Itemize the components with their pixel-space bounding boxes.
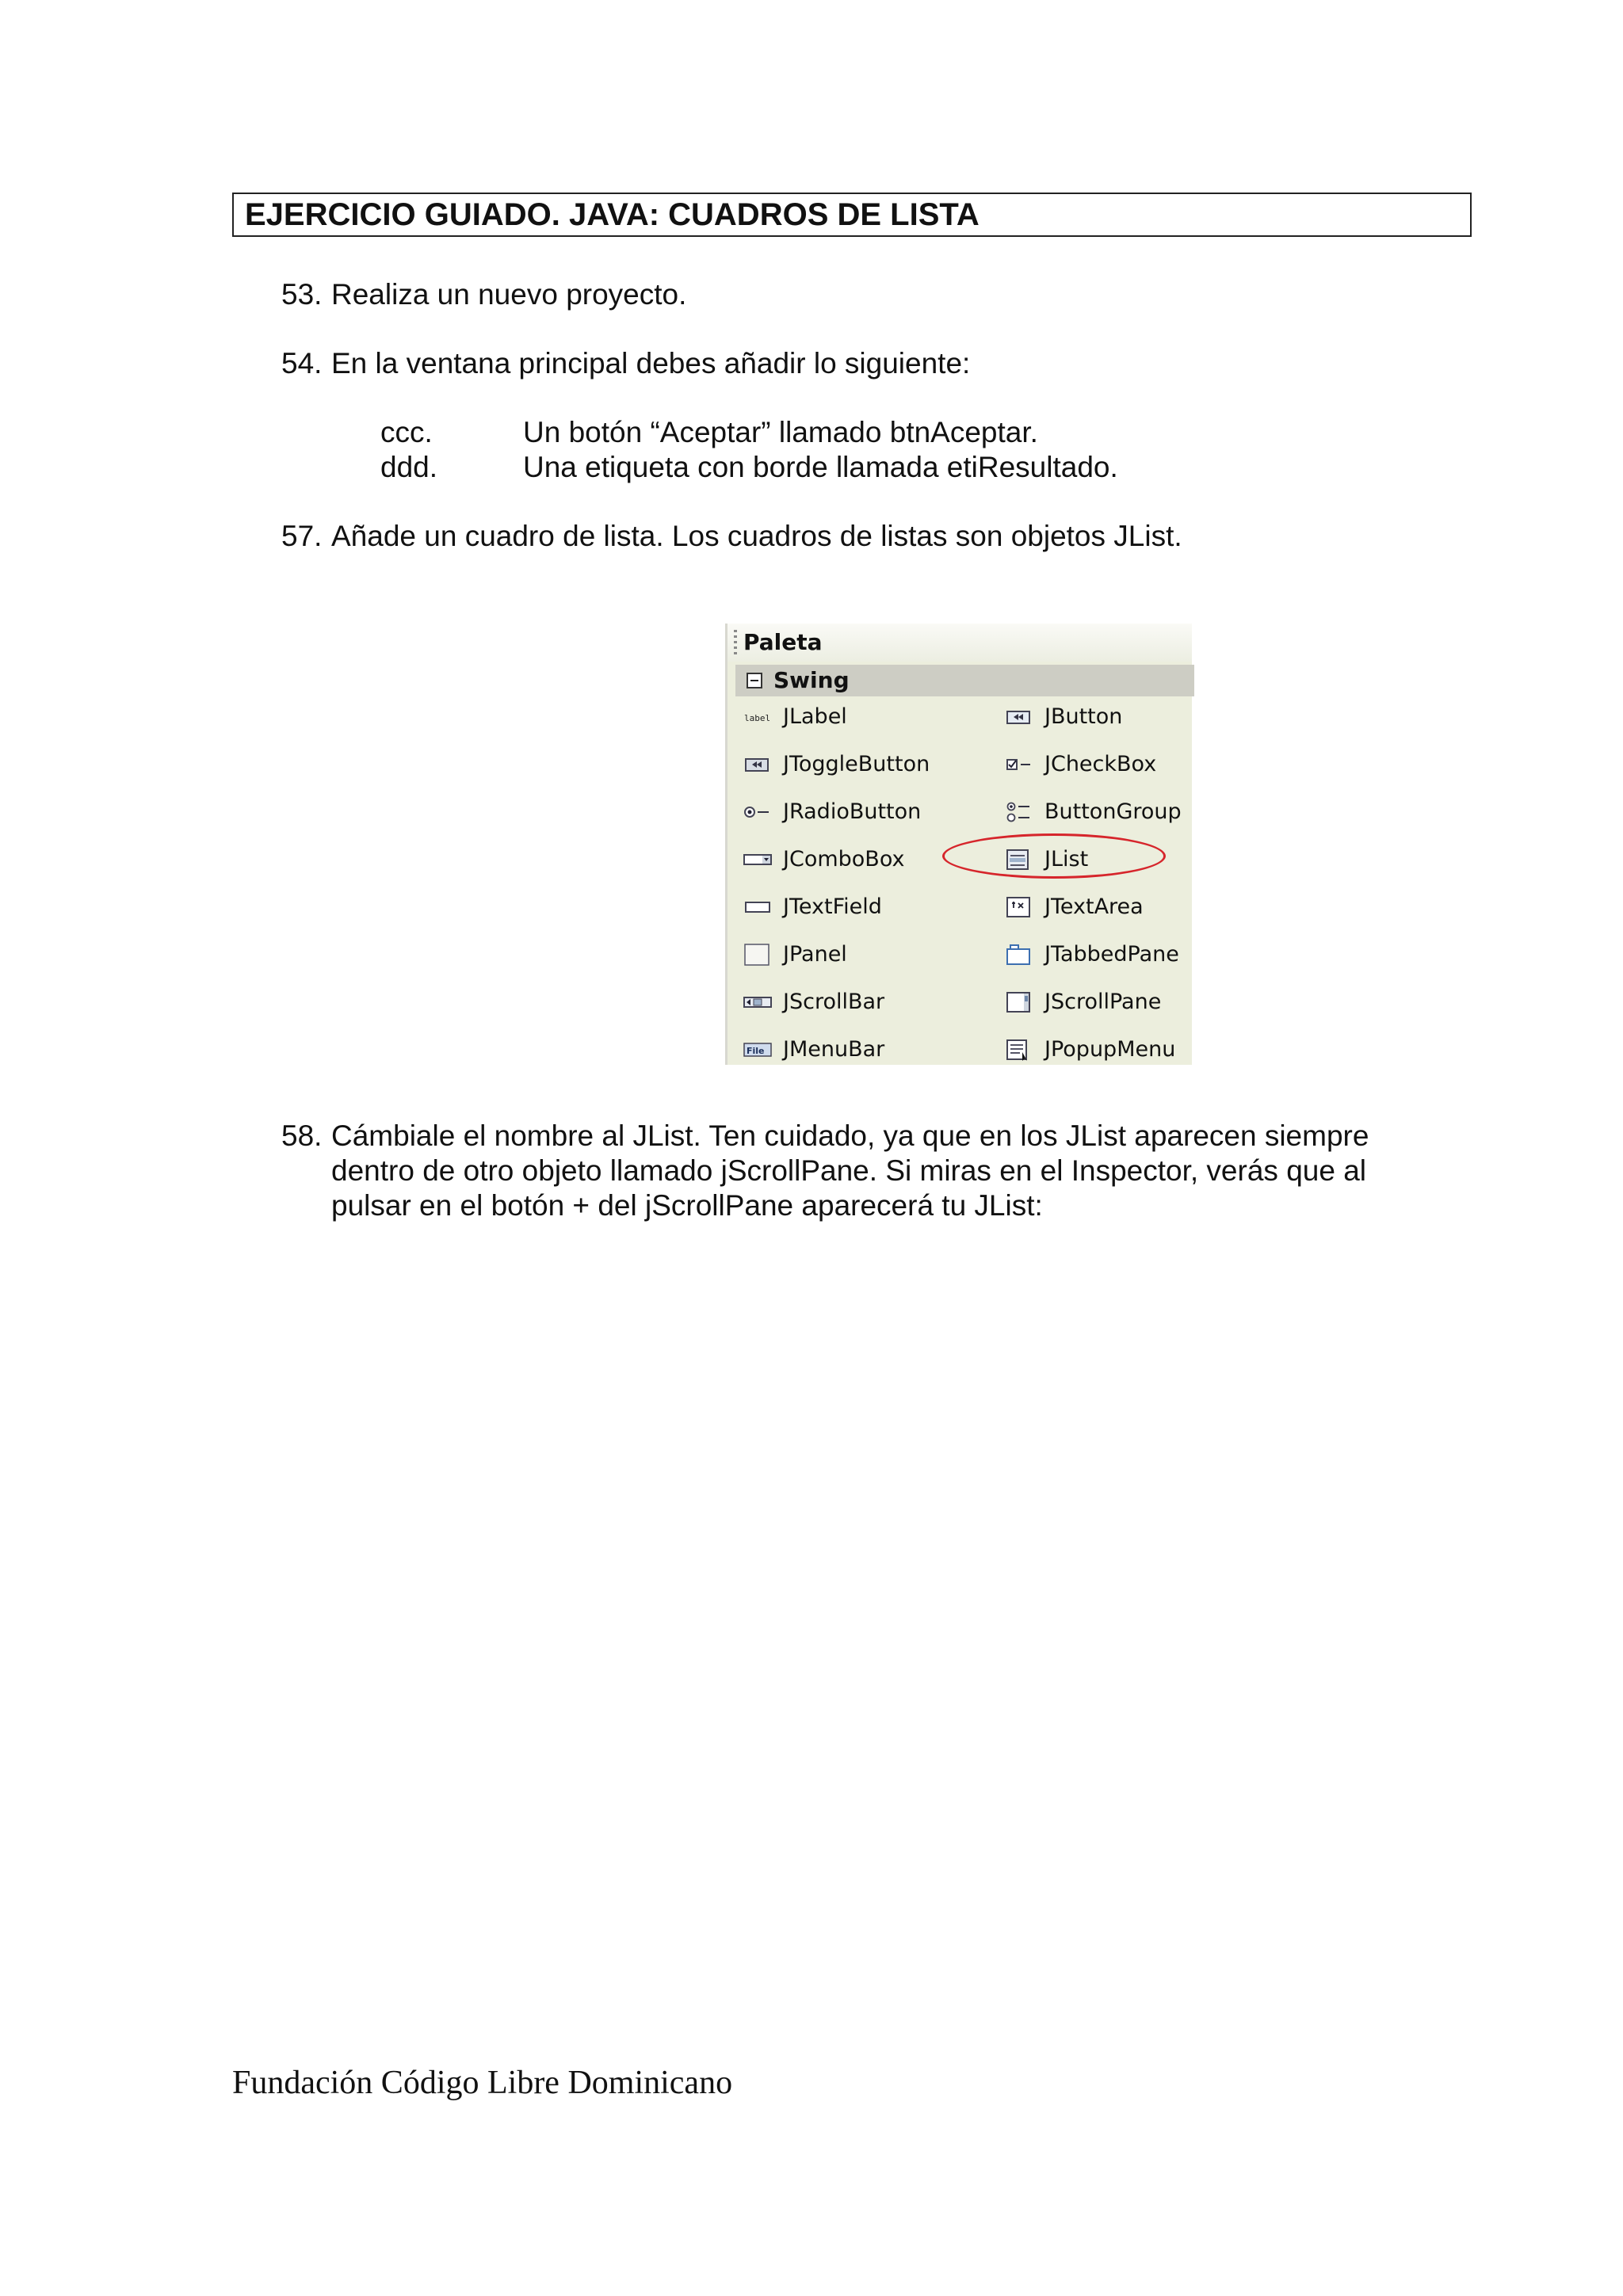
palette-item-label: JButton [1044, 704, 1123, 729]
step-number: 57. [281, 520, 323, 552]
step-text: En la ventana principal debes añadir lo siguiente: [331, 347, 971, 379]
palette-item-label: JRadioButton [783, 799, 922, 824]
step-text-line-2: dentro de otro objeto llamado jScrollPane. Si miras en el Inspector, verás que al [331, 1154, 1367, 1187]
checkbox-icon [1005, 753, 1033, 776]
button-icon [1005, 706, 1033, 728]
highlight-oval [942, 833, 1166, 879]
palette-item-label: JList [1044, 847, 1089, 871]
palette-group-swing[interactable] [735, 665, 1194, 696]
palette-item-label: JPopupMenu [1044, 1037, 1176, 1062]
step-text: Añade un cuadro de lista. Los cuadros de listas son objetos JList. [331, 520, 1182, 552]
combobox-icon [743, 849, 772, 871]
step-54 [281, 346, 1470, 381]
sub-item-label: ccc. [380, 416, 433, 448]
tabbed-pane-icon [1005, 944, 1033, 966]
step-text: Realiza un nuevo proyecto. [331, 278, 687, 311]
page-title: EJERCICIO GUIADO. JAVA: CUADROS DE LISTA [232, 193, 1472, 237]
palette-item-label: JTextArea [1044, 894, 1144, 919]
text-area-icon [1005, 896, 1033, 918]
step-57 [281, 519, 1470, 554]
toggle-button-icon [743, 753, 772, 776]
step-text-line-1: Cámbiale el nombre al JList. Ten cuidado, ya que en los JList aparecen siempre [331, 1119, 1369, 1152]
palette-item-label: ButtonGroup [1044, 799, 1182, 824]
svg-text:File: File [747, 1046, 765, 1056]
step-number: 54. [281, 347, 323, 379]
sub-item-ccc [380, 415, 1411, 450]
palette-item-label: JPanel [783, 942, 847, 967]
step-number: 53. [281, 278, 323, 311]
text-field-icon [743, 896, 772, 918]
collapse-icon[interactable] [747, 673, 762, 688]
popup-menu-icon [1005, 1039, 1033, 1061]
sub-item-text: Una etiqueta con borde llamada etiResultado. [523, 451, 1118, 483]
panel-icon [743, 944, 772, 966]
scrollbar-icon [743, 991, 772, 1013]
step-58 [281, 1119, 1470, 1223]
palette-title: Paleta [727, 624, 1192, 662]
button-group-icon [1005, 801, 1033, 823]
label-icon [743, 706, 772, 728]
menubar-icon [743, 1039, 772, 1061]
sub-item-ddd [380, 450, 1411, 485]
palette-group-label: Swing [773, 667, 850, 693]
radio-button-icon [743, 801, 772, 823]
palette-item-label: JScrollBar [783, 990, 885, 1014]
palette-item-label: JTabbedPane [1044, 942, 1179, 967]
scroll-pane-icon [1005, 991, 1033, 1013]
palette-item-label: JTextField [783, 894, 882, 919]
step-53 [281, 277, 1470, 312]
drag-handle-icon[interactable] [734, 630, 737, 657]
step-text-line-3: pulsar en el botón + del jScrollPane aparecerá tu JList: [331, 1189, 1043, 1222]
palette-item-label: JScrollPane [1044, 990, 1162, 1014]
palette-item-label: JToggleButton [783, 752, 930, 776]
palette-item-label: JCheckBox [1044, 752, 1157, 776]
svg-text:label: label [744, 713, 771, 723]
step-number: 58. [281, 1119, 323, 1152]
sub-item-label: ddd. [380, 451, 438, 483]
sub-item-text: Un botón “Aceptar” llamado btnAceptar. [523, 416, 1038, 448]
palette-item-label: JComboBox [783, 847, 905, 871]
footer: Fundación Código Libre Dominicano [232, 2065, 733, 2101]
palette-item-label: JLabel [783, 704, 847, 729]
palette-item-label: JMenuBar [783, 1037, 885, 1062]
